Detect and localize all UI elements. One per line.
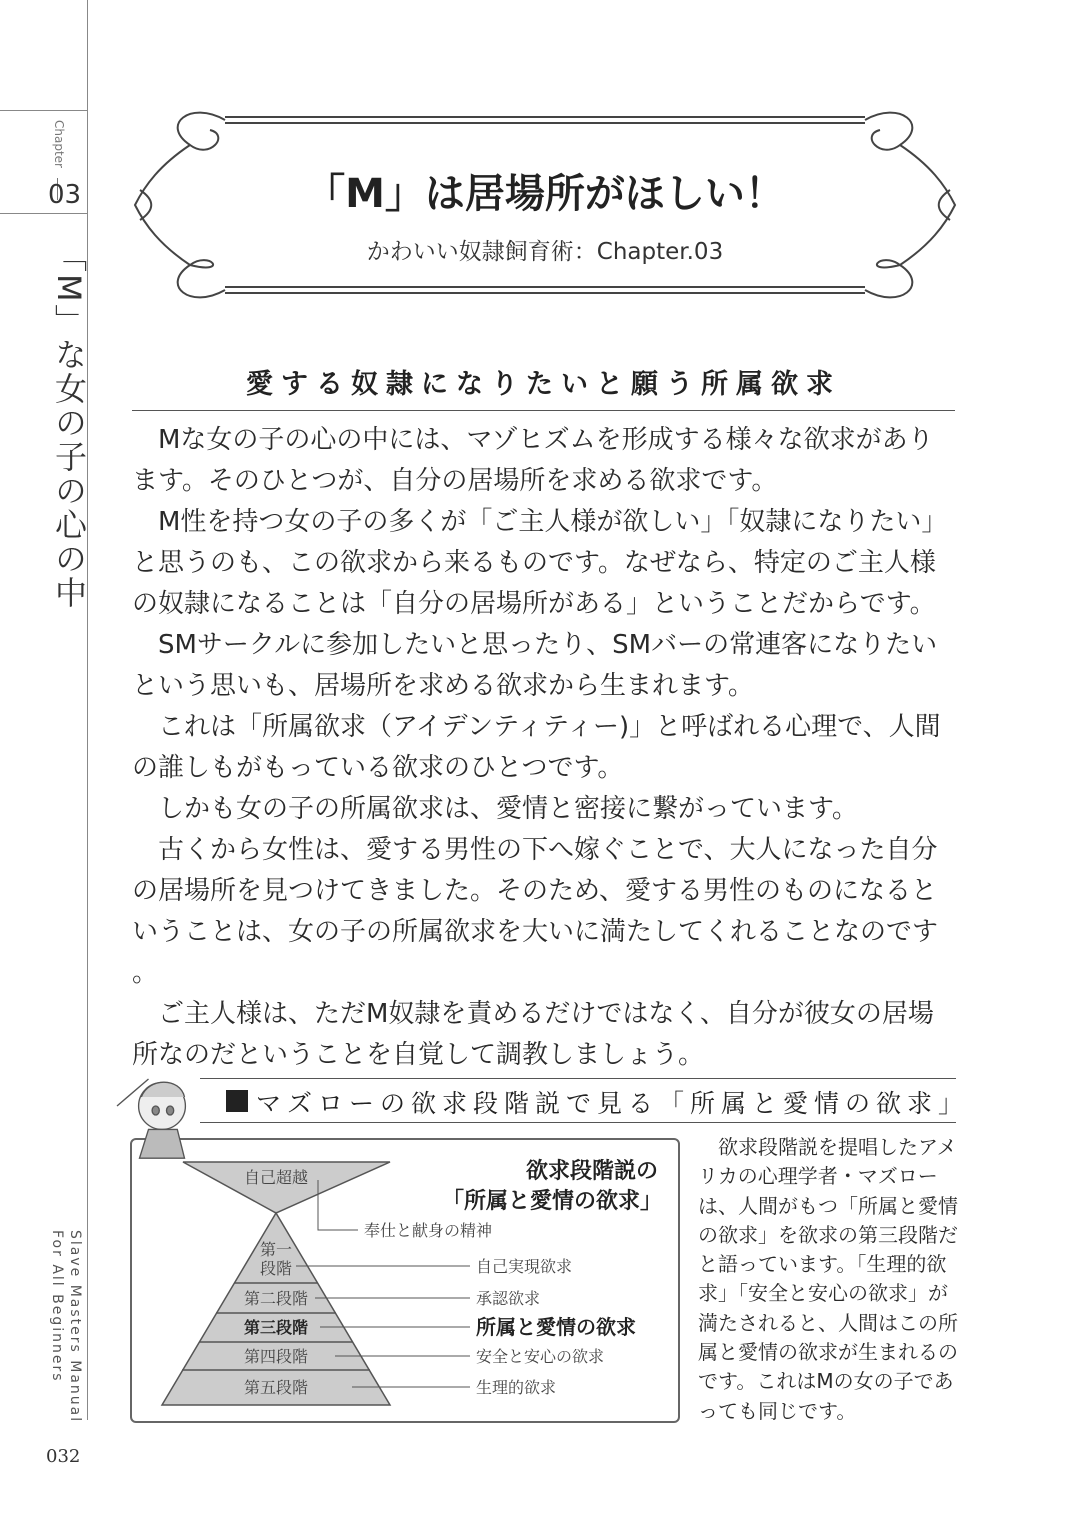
divider <box>0 213 88 214</box>
level-label: 段階 <box>259 1259 293 1278</box>
divider <box>0 110 88 111</box>
level-label: 第二段階 <box>243 1289 309 1308</box>
diagram-title: 「所属と愛情の欲求」 <box>441 1189 662 1214</box>
body-text <box>132 420 958 1076</box>
footer-line: Slave Masters Manual <box>67 1230 83 1424</box>
paragraph: SMサークルに参加したいと思ったり、SMバーの常連客になりたいという思いも、居場所を求める欲求から生まれます。 <box>132 630 938 701</box>
level-desc: 所属と愛情の欲求 <box>476 1315 636 1339</box>
mascot-illustration <box>112 1070 212 1160</box>
page-number: 032 <box>46 1446 81 1467</box>
level-label: 第三段階 <box>243 1318 309 1337</box>
top-label: 自己超越 <box>243 1168 309 1187</box>
paragraph: 古くから女性は、愛する男性の下へ嫁ぐことで、大人になった自分の居場所を見つけてきました。そのため、愛する男性のものになるということは、女の子の所属欲求を大いに満たしてくれることなのです。 <box>132 835 939 988</box>
level-desc: 自己実現欲求 <box>476 1257 573 1276</box>
paragraph: ご主人様は、ただM奴隷を責めるだけではなく、自分が彼女の居場所なのだということを自覚して調教しましょう。 <box>132 999 934 1070</box>
page-subtitle: かわいい奴隷飼育術：Chapter.03 <box>366 239 724 265</box>
paragraph: これは「所属欲求（アイデンティティー)」と呼ばれる心理で、人間の誰しもがもっている欲求のひとつです。 <box>132 712 941 783</box>
paragraph: しかも女の子の所属欲求は、愛情と密接に繋がっています。 <box>158 794 858 824</box>
book-title-vertical <box>48 1230 84 1423</box>
paragraph: Mな女の子の心の中には、マゾヒズムを形成する様々な欲求があります。そのひとつが、自分の居場所を求める欲求です。 <box>132 425 934 496</box>
column-heading: マズローの欲求段階説で見る「所属と愛情の欲求」 <box>256 1089 970 1118</box>
paragraph: M性を持つ女の子の多くが「ご主人様が欲しい」「奴隷になりたい」と思うのも、この欲求から来るものです。なぜなら、特定のご主人様の奴隷になることは「自分の居場所がある」ということだからです。 <box>132 507 948 619</box>
divider <box>200 1078 956 1079</box>
level-desc: 安全と安心の欲求 <box>476 1347 605 1366</box>
level-label: 第五段階 <box>243 1378 309 1397</box>
level-desc: 生理的欲求 <box>476 1378 557 1397</box>
section-title-vertical: 「M」な女の子の心の中 <box>50 240 88 610</box>
section-heading: 愛する奴隷になりたいと願う所属欲求 <box>246 369 841 400</box>
paragraph: 欲求段階説を提唱したアメリカの心理学者・マズローは、人間がもつ「所属と愛情の欲求」を欲求の第三段階だと語っています。「生理的欲求」「安全と安心の欲求」が満たされると、人間はこの所属と愛情の欲求が生まれるのです。これはMの女の子であっても同じです。 <box>698 1135 958 1423</box>
level-label: 第一 <box>259 1240 293 1259</box>
column-text <box>698 1133 960 1426</box>
page-title: 「M」は居場所がほしい！ <box>305 171 785 217</box>
level-label: 第四段階 <box>243 1347 309 1366</box>
chapter-label: Chapter <box>52 120 66 168</box>
chapter-number: 03 <box>48 180 82 210</box>
maslow-pyramid-diagram <box>130 1138 680 1423</box>
diagram-title: 欲求段階説の <box>525 1159 658 1184</box>
level-desc: 承認欲求 <box>476 1289 541 1308</box>
square-bullet-icon <box>226 1090 248 1112</box>
footer-line: For All Beginners <box>49 1230 65 1383</box>
top-desc: 奉仕と献身の精神 <box>364 1221 493 1240</box>
divider <box>200 1122 956 1123</box>
divider <box>132 410 955 411</box>
